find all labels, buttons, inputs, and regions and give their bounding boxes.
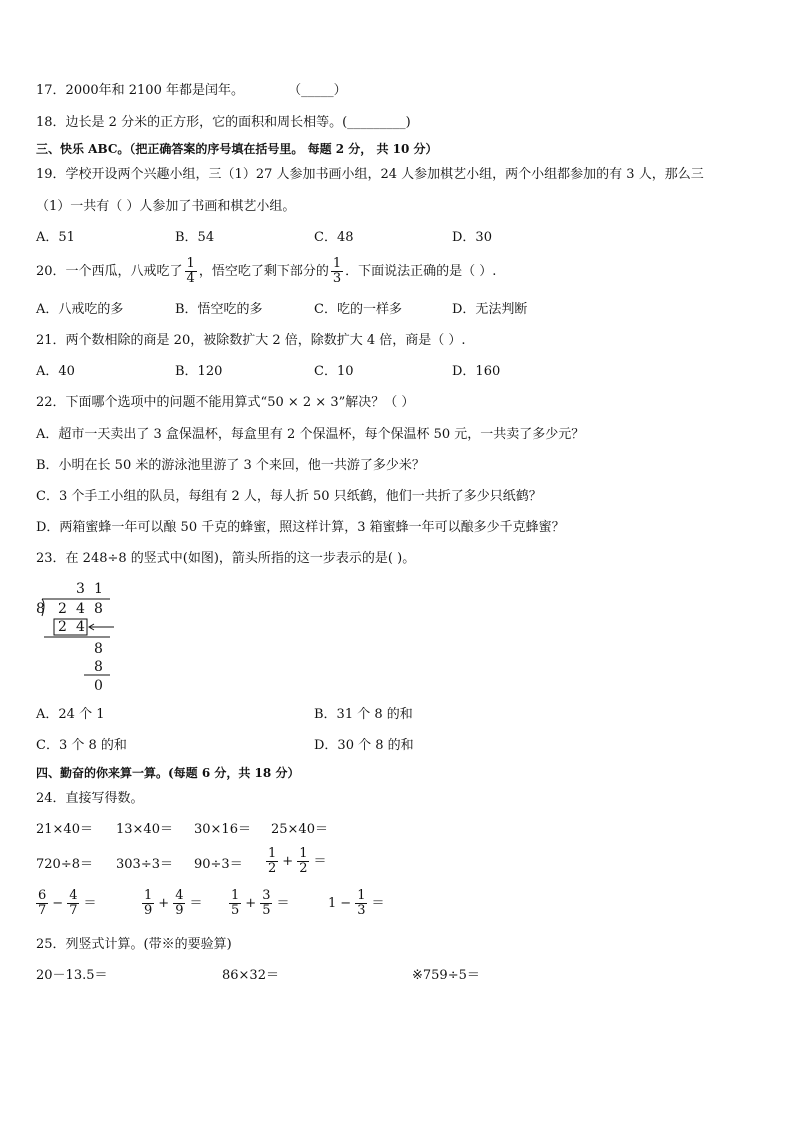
denominator: 2 (268, 861, 277, 876)
q20-fraction-1 (185, 257, 197, 286)
q22-option-b: B．小明在长 50 米的游泳池里游了 3 个来回，他一共游了多少米？ (36, 458, 425, 473)
step2-digit: 8 (94, 659, 103, 675)
question-20 (36, 254, 496, 290)
whole-number: 1 (328, 895, 337, 911)
q21-option-d: D．160 (452, 364, 501, 379)
q17-text: 17．2000年和 2100 年都是闰年。 (36, 83, 244, 98)
numerator: 1 (231, 888, 240, 903)
fraction (36, 889, 48, 918)
dividend-digit-1: 2 (58, 601, 67, 617)
section-3-heading: 三、快乐 ABC。（把正确答案的序号填在括号里。 每题 2 分， 共 10 分） (36, 142, 438, 156)
calc-7: 90÷3＝ (194, 857, 243, 872)
calc-1: 21×40＝ (36, 822, 93, 837)
q17-answer-paren: （_____） (288, 83, 347, 98)
q20-text-pre: 20．一个西瓜，八戒吃了 (36, 264, 183, 279)
calc-4: 25×40＝ (271, 822, 328, 837)
fraction (142, 889, 154, 918)
numerator: 1 (357, 888, 366, 903)
q19-line2: （1）一共有（ ）人参加了书画和棋艺小组。 (36, 199, 296, 214)
vertical-calc-2: 86×32＝ (222, 968, 279, 983)
q19-option-d: D．30 (452, 230, 492, 245)
calc-10-fraction-sum (140, 889, 204, 918)
denominator: 5 (262, 903, 271, 918)
question-17 (36, 82, 347, 100)
q20-f2-numerator: 1 (332, 256, 342, 271)
final-remainder: 0 (94, 678, 103, 694)
operator: − (340, 895, 352, 911)
numerator: 1 (268, 846, 277, 861)
q20-text-mid: ，悟空吃了剩下部分的 (198, 264, 329, 279)
q21-option-c: C．10 (314, 364, 354, 379)
denominator: 9 (144, 903, 153, 918)
calc-3: 30×16＝ (194, 822, 251, 837)
long-division-figure (30, 578, 130, 698)
operator: + (245, 895, 257, 911)
step1-digit-2: 4 (76, 619, 85, 635)
q21-text: 21．两个数相除的商是 20，被除数扩大 2 倍，除数扩大 4 倍，商是（ ）. (36, 333, 466, 348)
q23-option-d: D．30 个 8 的和 (314, 738, 414, 753)
denominator: 3 (357, 903, 366, 918)
q21-option-a: A．40 (36, 364, 75, 379)
q20-fraction-2 (331, 257, 343, 286)
q23-text: 23．在 248÷8 的竖式中(如图)，箭头所指的这一步表示的是( )。 (36, 551, 416, 566)
equals-sign: ＝ (313, 853, 327, 869)
question-18 (36, 114, 411, 132)
fraction (260, 889, 272, 918)
denominator: 9 (175, 903, 184, 918)
q20-option-c: C．吃的一样多 (314, 302, 402, 317)
operator: + (158, 895, 170, 911)
numerator: 4 (69, 888, 78, 903)
q22-option-d: D．两箱蜜蜂一年可以酿 50 千克的蜂蜜，照这样计算，3 箱蜜蜂一年可以酿多少千克蜂蜜？ (36, 520, 565, 535)
dividend-digit-3: 8 (94, 601, 103, 617)
calc-12-whole-minus-fraction (326, 889, 386, 918)
fraction (67, 889, 79, 918)
q21-option-b: B．120 (175, 364, 223, 379)
remainder-digit: 8 (94, 641, 103, 657)
divisor: 8 (36, 601, 45, 617)
denominator: 7 (69, 903, 78, 918)
q20-f1-denominator: 4 (186, 271, 195, 286)
q25-title: 25．列竖式计算。(带※的要验算) (36, 937, 232, 952)
step1-digit-1: 2 (58, 619, 67, 635)
numerator: 4 (175, 888, 184, 903)
numerator: 1 (299, 846, 308, 861)
quotient-digit-2: 1 (94, 581, 103, 597)
calc-8-fraction-sum (264, 847, 328, 876)
fraction (297, 847, 309, 876)
equals-sign: ＝ (189, 895, 203, 911)
calc-2: 13×40＝ (116, 822, 173, 837)
q19-option-c: C．48 (314, 230, 354, 245)
q22-option-c: C．3 个手工小组的队员，每组有 2 人，每人折 50 只纸鹤，他们一共折了多少只纸鹤？ (36, 489, 542, 504)
quotient-digit-1: 3 (76, 581, 85, 597)
denominator: 2 (299, 861, 308, 876)
numerator: 1 (144, 888, 153, 903)
fraction (355, 889, 367, 918)
dividend-digit-2: 4 (76, 601, 85, 617)
fraction (229, 889, 241, 918)
q20-option-b: B．悟空吃的多 (175, 302, 263, 317)
fraction (266, 847, 278, 876)
q22-text: 22．下面哪个选项中的问题不能用算式“50 × 2 × 3”解决？（ ） (36, 395, 415, 410)
q20-f1-numerator: 1 (186, 256, 195, 271)
denominator: 5 (231, 903, 240, 918)
calc-9-fraction-diff (34, 889, 98, 918)
vertical-calc-1: 20－13.5＝ (36, 968, 108, 983)
q22-option-a: A．超市一天卖出了 3 盒保温杯，每盒里有 2 个保温杯，每个保温杯 50 元，一共卖了多少元？ (36, 427, 585, 442)
calc-5: 720÷8＝ (36, 857, 93, 872)
operator: + (282, 853, 294, 869)
q23-option-a: A．24 个 1 (36, 707, 105, 722)
equals-sign: ＝ (276, 895, 290, 911)
fraction (173, 889, 185, 918)
q18-text: 18．边长是 2 分米的正方形，它的面积和周长相等。(_________) (36, 115, 411, 130)
q19-option-a: A．51 (36, 230, 75, 245)
section-4-heading: 四、勤奋的你来算一算。(每题 6 分，共 18 分） (36, 766, 300, 780)
operator: − (52, 895, 64, 911)
q24-title: 24．直接写得数。 (36, 791, 144, 806)
calc-6: 303÷3＝ (116, 857, 173, 872)
calc-11-fraction-sum (227, 889, 291, 918)
q23-option-b: B．31 个 8 的和 (314, 707, 413, 722)
q20-f2-denominator: 3 (332, 271, 342, 286)
numerator: 3 (262, 888, 271, 903)
q20-option-d: D．无法判断 (452, 302, 528, 317)
equals-sign: ＝ (371, 895, 385, 911)
denominator: 7 (38, 903, 47, 918)
vertical-calc-3: ※759÷5＝ (412, 968, 480, 983)
q23-option-c: C．3 个 8 的和 (36, 738, 127, 753)
q20-option-a: A．八戒吃的多 (36, 302, 124, 317)
q19-line1: 19．学校开设两个兴趣小组，三（1）27 人参加书画小组，24 人参加棋艺小组，两个小组都参加的有 3 人，那么三 (36, 167, 704, 182)
numerator: 6 (38, 888, 47, 903)
q19-option-b: B．54 (175, 230, 215, 245)
equals-sign: ＝ (83, 895, 97, 911)
q20-text-post: ．下面说法正确的是（ ）. (345, 264, 497, 279)
